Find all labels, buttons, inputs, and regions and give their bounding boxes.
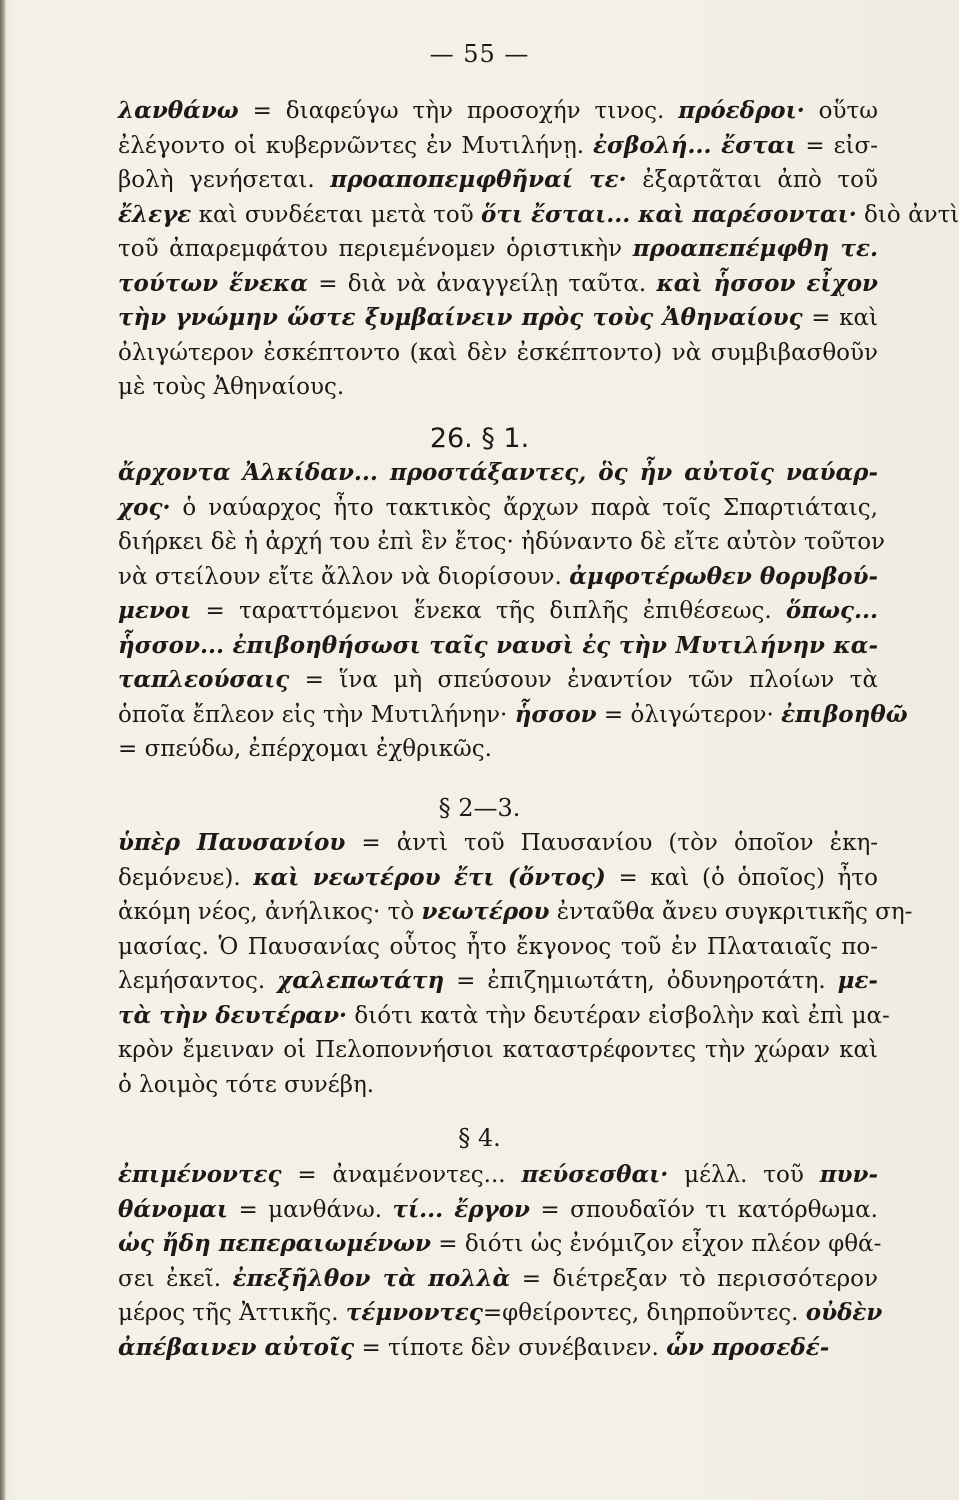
text-line	[118, 1193, 878, 1228]
lemma-term: οὐδὲν	[805, 1299, 883, 1326]
gloss-text: = τίποτε δὲν συνέβαινεν.	[354, 1334, 667, 1361]
lemma-term: καὶ ἧσσον εἶχον	[656, 269, 878, 297]
page-number: — 55 —	[429, 40, 530, 68]
lemma-term: προαπεπέμφθη τε.	[632, 235, 878, 262]
text-line	[118, 861, 878, 896]
heading-26-section-1: 26. § 1.	[429, 423, 530, 454]
gloss-text: σει ἐκεῖ.	[118, 1265, 233, 1292]
lemma-term: πρόεδροι·	[678, 97, 805, 124]
lemma-term: τούτων ἕνεκα	[118, 269, 308, 297]
text-line	[118, 930, 878, 965]
text-line	[118, 663, 878, 698]
section-26-2-3-commentary	[118, 826, 913, 1102]
gloss-text: = σπεύδω, ἐπέρχομαι ἐχθρικῶς.	[118, 736, 492, 762]
lemma-term: τὴν γνώμην ὥστε ξυμβαίνειν πρὸς τοὺς Ἀθηναίους	[118, 304, 803, 331]
gloss-text: καὶ συνδέεται μετὰ τοῦ	[191, 201, 482, 228]
lemma-term: ἔλεγε	[118, 200, 192, 228]
text-line	[118, 732, 878, 767]
gloss-text: ὁ λοιμὸς τότε συνέβη.	[118, 1071, 375, 1098]
lemma-term: καὶ νεωτέρου ἔτι (ὄντος)	[253, 863, 606, 891]
gloss-text: μέρος τῆς Ἀττικῆς.	[118, 1300, 346, 1326]
gloss-text: μὲ τοὺς Ἀθηναίους.	[118, 374, 345, 400]
lemma-term: ὡς ἤδη πεπεραιωμένων	[118, 1230, 431, 1257]
book-spine-edge	[0, 0, 6, 1500]
lemma-term: χος·	[118, 493, 171, 521]
text-line	[118, 232, 878, 267]
lemma-term: ὅτι ἔσται... καὶ παρέσονται·	[481, 200, 857, 228]
gloss-text: διὸ ἀντὶ	[856, 201, 959, 228]
gloss-text: = ὀλιγώτερον·	[596, 701, 782, 728]
lemma-term: πυν-	[819, 1161, 878, 1188]
text-line	[118, 267, 878, 302]
text-line	[118, 594, 878, 629]
lemma-term: θάνομαι	[118, 1195, 229, 1223]
text-line	[118, 198, 959, 233]
lemma-term: ἐπιβοηθῶ	[781, 700, 908, 728]
gloss-text: = διέτρεξαν τὸ περισσότερον	[510, 1265, 878, 1292]
gloss-text: λεμήσαντος.	[118, 968, 278, 994]
gloss-text: = σπουδαῖόν τι κατόρθωμα.	[529, 1196, 878, 1223]
text-line	[118, 370, 878, 405]
gloss-text: μασίας. Ὁ Παυσανίας οὗτος ἦτο ἔκγονος τοῦ ἐν Πλαταιαῖς πο-	[118, 933, 878, 960]
text-line	[118, 999, 890, 1034]
lemma-term: χαλεπωτάτη	[277, 967, 445, 994]
gloss-text: = διὰ νὰ ἀναγγείλῃ ταῦτα.	[307, 270, 657, 297]
text-line	[118, 94, 878, 129]
text-line	[118, 163, 878, 198]
text-line	[118, 491, 878, 526]
lemma-term: ὅπως...	[785, 597, 878, 624]
gloss-text: βολὴ γενήσεται.	[118, 167, 331, 193]
lemma-term: ὑπὲρ Παυσανίου	[118, 829, 346, 856]
gloss-text: νὰ στείλουν εἴτε ἄλλον νὰ διορίσουν.	[118, 563, 570, 590]
lemma-term: ταπλεούσαις	[118, 666, 290, 693]
gloss-text: οὕτω	[804, 98, 878, 124]
text-line	[118, 301, 878, 336]
section-26-4-commentary	[118, 1158, 883, 1365]
gloss-text: = εἰσ-	[796, 132, 878, 159]
lemma-term: ἐπιμένοντες	[118, 1161, 282, 1188]
text-line	[118, 1158, 878, 1193]
text-line	[118, 129, 878, 164]
gloss-text: = ἀναμένοντες...	[281, 1162, 522, 1188]
text-line	[118, 1033, 878, 1068]
lemma-term: ἀπέβαινεν αὐτοῖς	[118, 1333, 355, 1361]
gloss-text: δεμόνευε).	[118, 864, 254, 891]
heading-section-2-3: § 2—3.	[438, 794, 521, 822]
gloss-text: διότι κατὰ τὴν δευτέραν εἰσβολὴν καὶ ἐπὶ μα-	[347, 1002, 890, 1029]
text-line	[118, 964, 878, 999]
text-line	[118, 336, 878, 371]
lemma-term: τί... ἔργον	[392, 1195, 530, 1223]
text-line	[118, 456, 878, 491]
gloss-text: = διαφεύγω τὴν προσοχήν τινος.	[238, 98, 679, 124]
lemma-term: ἧσσον... ἐπιβοηθήσωσι ταῖς ναυσὶ ἐς τὴν Μυτιλήνην κα-	[118, 631, 878, 659]
gloss-text: = ἀντὶ τοῦ Παυσανίου (τὸν ὁποῖον ἐκη-	[345, 830, 878, 856]
lemma-term: ἄρχοντα Ἀλκίδαν... προστάξαντες, ὃς ἦν αὐτοῖς ναύαρ-	[118, 459, 878, 486]
gloss-text: = καὶ (ὁ ὁποῖος) ἦτο	[605, 864, 878, 891]
gloss-text: = ἵνα μὴ σπεύσουν ἐναντίον τῶν πλοίων τὰ	[289, 667, 878, 693]
gloss-text: μέλλ. τοῦ	[668, 1162, 820, 1188]
gloss-text: ὀλιγώτερον ἐσκέπτοντο (καὶ δὲν ἐσκέπτοντο) νὰ συμβιβασθοῦν	[118, 339, 878, 366]
gloss-text: ἐξαρτᾶται ἀπὸ τοῦ	[626, 167, 878, 193]
gloss-text: =φθείροντες, διηρποῦντες.	[482, 1300, 806, 1326]
gloss-text: = διότι ὡς ἐνόμιζον εἶχον πλέον φθά-	[431, 1231, 882, 1257]
gloss-text: = ταραττόμενοι ἕνεκα τῆς διπλῆς ἐπιθέσεως.	[191, 598, 786, 624]
lemma-term: προαποπεμφθῆναί τε·	[330, 166, 627, 193]
lemma-term: ὧν προσεδέ-	[666, 1333, 830, 1361]
gloss-text: = μανθάνω.	[228, 1196, 393, 1223]
lemma-term: νεωτέρου	[421, 898, 550, 925]
gloss-text: = καὶ	[802, 305, 879, 331]
gloss-text: κρὸν ἔμειναν οἱ Πελοποννήσιοι καταστρέφοντες τὴν χώραν καὶ	[118, 1037, 878, 1063]
heading-section-4: § 4.	[458, 1124, 501, 1152]
gloss-text: διήρκει δὲ ἡ ἀρχή του ἐπὶ ἓν ἔτος· ἠδύναντο δὲ εἴτε αὐτὸν τοῦτον	[118, 529, 886, 555]
lemma-term: ἀμφοτέρωθεν θορυβού-	[569, 562, 878, 590]
text-line	[118, 895, 913, 930]
section-25-commentary	[118, 94, 959, 405]
gloss-text: = ἐπιζημιωτάτη, ὀδυνηροτάτη.	[444, 968, 838, 994]
lemma-term: με-	[837, 967, 878, 994]
text-line	[118, 826, 878, 861]
gloss-text: ὁποῖα ἔπλεον εἰς τὴν Μυτιλήνην·	[118, 701, 515, 728]
text-line	[118, 698, 908, 733]
gloss-text: τοῦ ἀπαρεμφάτου περιεμένομεν ὁριστικὴν	[118, 236, 633, 262]
lemma-term: λανθάνω	[118, 97, 239, 124]
text-line	[118, 1296, 883, 1331]
lemma-term: τέμνοντες	[345, 1299, 483, 1326]
lemma-term: ἧσσον	[514, 700, 597, 728]
text-line	[118, 1262, 878, 1297]
text-line	[118, 1068, 878, 1103]
lemma-term: πεύσεσθαι·	[521, 1161, 669, 1188]
text-line	[118, 629, 878, 664]
lemma-term: ἐσβολή... ἔσται	[593, 131, 797, 159]
gloss-text: ἐνταῦθα ἄνευ συγκριτικῆς ση-	[549, 899, 913, 925]
lemma-term: ἐπεξῆλθον τὰ πολλὰ	[232, 1264, 511, 1292]
text-line	[118, 525, 886, 560]
lemma-term: τὰ τὴν δευτέραν·	[118, 1001, 348, 1029]
text-line	[118, 560, 878, 595]
gloss-text: ἐλέγοντο οἱ κυβερνῶντες ἐν Μυτιλήνῃ.	[118, 132, 594, 159]
text-line	[118, 1331, 878, 1366]
text-line	[118, 1227, 882, 1262]
lemma-term: μενοι	[118, 597, 192, 624]
gloss-text: ὁ ναύαρχος ἦτο τακτικὸς ἄρχων παρὰ τοῖς Σπαρτιάταις,	[170, 494, 878, 521]
section-26-1-commentary	[118, 456, 908, 767]
gloss-text: ἀκόμη νέος, ἀνήλικος· τὸ	[118, 899, 422, 925]
